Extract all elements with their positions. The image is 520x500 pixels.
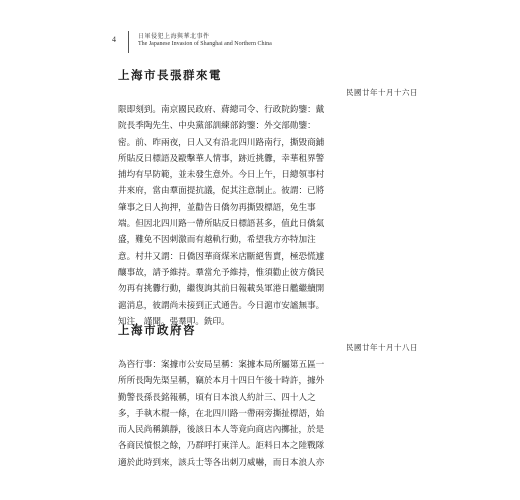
text-line: 滬消息，彼謂尚未接到正式通告。今日滬市安謐無事。 — [118, 300, 325, 311]
text-line: 勤警長孫長銘報稱，頃有日本浪人約計三、四十人之 — [118, 392, 316, 403]
section-date: 民國廿年十月十六日 — [346, 88, 418, 97]
text-line: 端。但因北四川路一帶所貼反日標語甚多，值此日僑氣 — [118, 219, 325, 230]
text-line: 捕均有早防範，並未發生意外。今日上午，日總領事村 — [118, 170, 325, 181]
text-line: 勿再有挑釁行動，繼復詢其前日報載吳軍港日艦繼續開 — [118, 284, 325, 295]
text-line: 盛，難免不因刺激而有越軌行動，希望我方亦特加注 — [118, 235, 316, 246]
page-number: 4 — [112, 35, 116, 44]
text-line: 限即刻到。南京國民政府、蔣總司令、行政院鈞鑒：戴 — [118, 105, 325, 115]
running-header — [112, 31, 412, 53]
text-line: 意。村井又謂：日僑因華商煤米店斷絕售賣，極恐慌遽 — [118, 251, 325, 262]
municipal-notice-section — [118, 322, 418, 471]
text-line: 所貼反日標語及毆擊華人情事，跡近挑釁，幸華租界警 — [118, 153, 325, 164]
text-line: 密。前、昨兩夜，日人又有沿北四川路南行，撕毀商鋪 — [118, 137, 325, 148]
text-line: 知注，謹聞。張羣叩。銑印。 — [118, 316, 230, 327]
telegram-section — [118, 67, 418, 330]
text-line: 肇事之日人拘押，並勸告日僑勿再撕毀標語，免生事 — [118, 202, 316, 213]
section-date: 民國廿年十月十八日 — [346, 343, 418, 352]
section-title: 上海市政府咨 — [118, 323, 196, 337]
text-line: 所所長陶先渠呈稱，竊於本月十四日午後十時許，據外 — [118, 376, 325, 387]
text-line: 各商民憤恨之餘，乃群呼打東洋人。詎料日本之陸戰隊 — [118, 441, 325, 452]
section-body — [118, 357, 418, 471]
section-body — [118, 102, 418, 330]
running-title-english: The Japanese Invasion of Shanghai and Northern China — [138, 41, 272, 47]
section-title: 上海市長張群來電 — [118, 68, 222, 82]
text-line: 為咨行事：案據市公安局呈稱：案據本局所屬第五區一 — [118, 360, 325, 370]
text-line: 適於此時到來，該兵士等各出刺刀威嚇，而日本浪人亦 — [118, 457, 325, 468]
header-divider — [128, 31, 129, 53]
text-line: 釀事故，請予維持。羣當允予維持，惟須勸止彼方僑民 — [118, 267, 325, 278]
text-line: 院長季陶先生、中央黨部訓練部鈞鑒：外交部勛鑒： — [118, 121, 316, 132]
running-title-chinese: 日軍侵犯上海與華北事件 — [138, 33, 210, 40]
text-line: 多，手執木棍一條，在北四川路一帶兩旁撕扯標語，始 — [118, 408, 325, 419]
text-line: 而人民尚稱鎮靜，後該日本人等竟向商店內擲扯，於是 — [118, 425, 325, 436]
text-line: 井來府，當由羣面提抗議，促其注意制止。彼謂：已將 — [118, 186, 325, 197]
